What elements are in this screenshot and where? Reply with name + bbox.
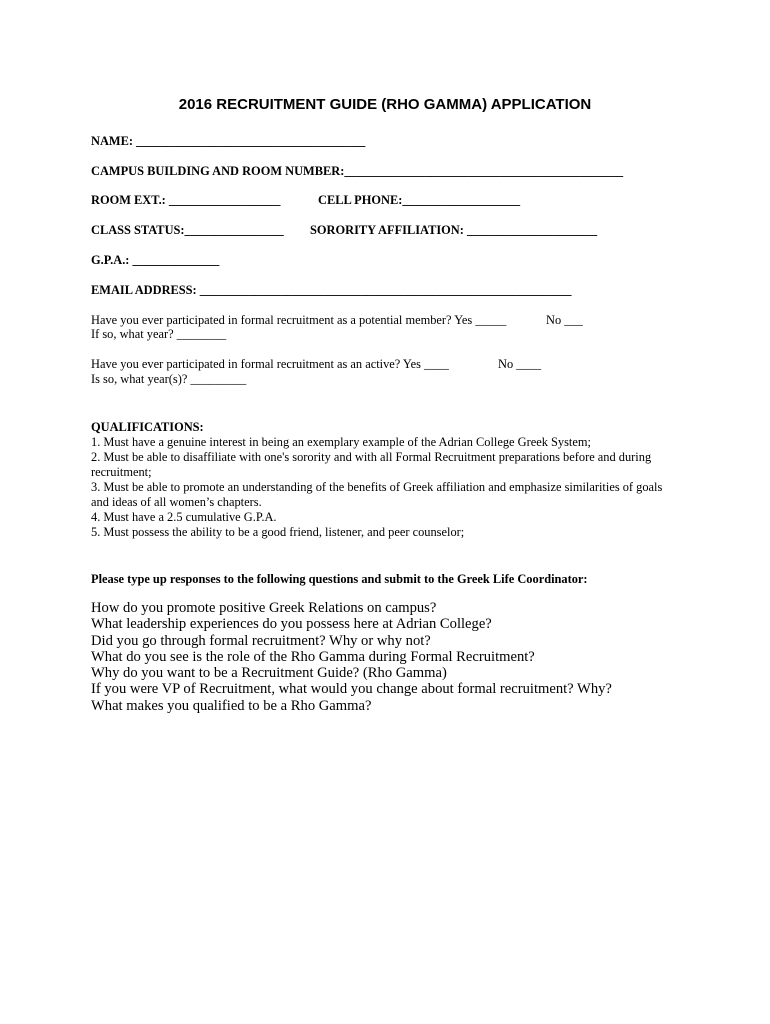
list-item: What do you see is the role of the Rho Gamma during Formal Recruitment? [91,648,535,665]
list-item: 5. Must possess the ability to be a good friend, listener, and peer counselor; [91,525,465,539]
list-item: If you were VP of Recruitment, what would you change about formal recruitment? Why? [91,681,612,698]
participation-question-1: Have you ever participated in formal recruitment as a potential member? Yes _____ [91,313,507,327]
participation-question-1-followup: If so, what year? ________ [91,327,227,341]
list-item: 3. Must be able to promote an understanding of the benefits of Greek affiliation and emphasize similarities of goals and ideas of all women’s chapters. [91,480,663,509]
list-item: What makes you qualified to be a Rho Gamma? [91,697,372,714]
list-item: 2. Must be able to disaffiliate with one's sorority and with all Formal Recruitment preparations before and during recruitment; [91,450,652,479]
participation-question-2: Have you ever participated in formal recruitment as an active? Yes ____ [91,357,449,371]
participation-question-2-followup: Is so, what year(s)? _________ [91,372,247,386]
page-title: 2016 RECRUITMENT GUIDE (RHO GAMMA) APPLICATION [178,96,592,113]
room-ext-field: ROOM EXT.: __________________ [91,193,281,207]
gpa-field: G.P.A.: ______________ [91,253,220,267]
qualifications-heading: QUALIFICATIONS: [91,420,204,434]
list-item: Why do you want to be a Recruitment Guide? (Rho Gamma) [91,665,447,682]
name-field: NAME: _____________________________________ [91,134,366,148]
sorority-affiliation-field: SORORITY AFFILIATION: _____________________ [310,223,598,237]
participation-question-2-no: No ____ [498,357,542,371]
qualifications-list [91,435,681,540]
list-item: What leadership experiences do you possess here at Adrian College? [91,616,492,633]
campus-building-field: CAMPUS BUILDING AND ROOM NUMBER:_____________________________________________ [91,164,624,178]
class-status-field: CLASS STATUS:________________ [91,223,284,237]
list-item: 1. Must have a genuine interest in being an exemplary example of the Adrian College Greek System; [91,435,591,449]
participation-question-1-no: No ___ [546,313,583,327]
list-item: How do you promote positive Greek Relations on campus? [91,600,437,616]
email-field: EMAIL ADDRESS: ____________________________________________________________ [91,283,572,297]
cell-phone-field: CELL PHONE:___________________ [318,193,521,207]
essay-questions [91,600,612,714]
list-item: Did you go through formal recruitment? Why or why not? [91,632,431,649]
list-item: 4. Must have a 2.5 cumulative G.P.A. [91,510,277,524]
instructions-text: Please type up responses to the following questions and submit to the Greek Life Coordinator: [91,572,588,586]
